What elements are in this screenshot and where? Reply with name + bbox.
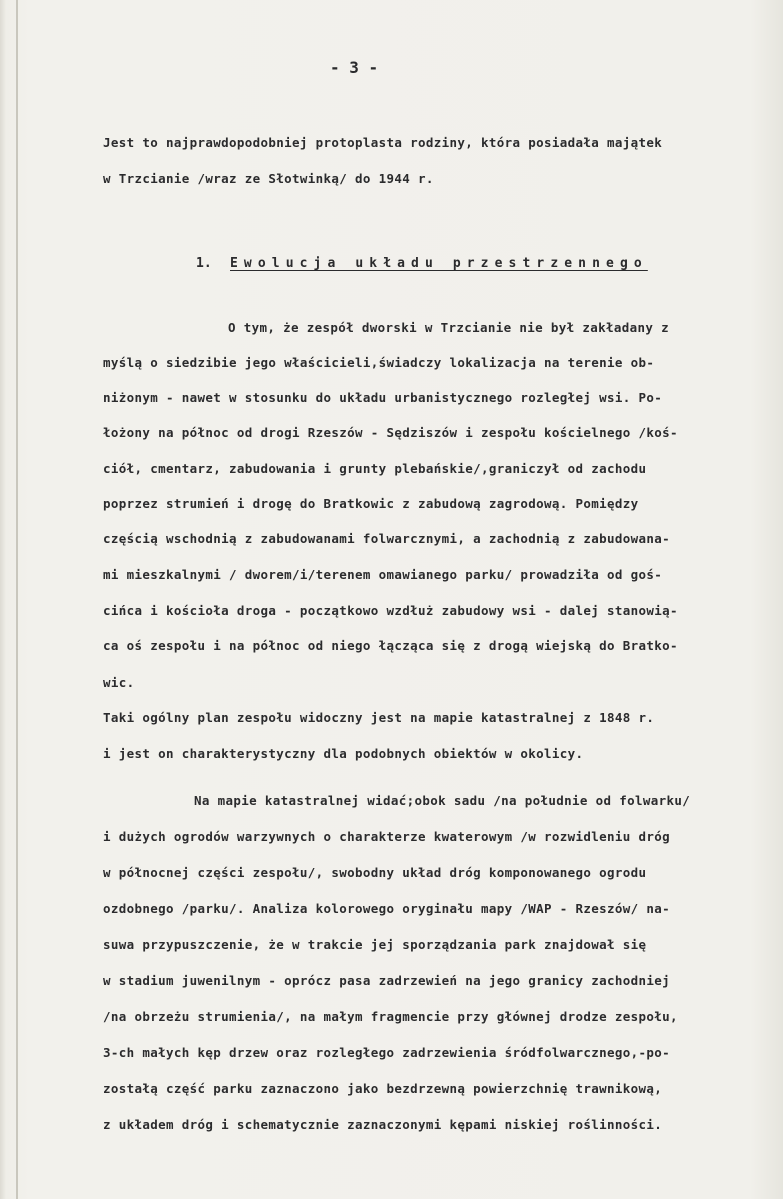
body-line: myślą o siedzibie jego właścicieli,świadczy lokalizacja na terenie ob- xyxy=(103,355,655,370)
body-line: Taki ogólny plan zespołu widoczny jest na mapie katastralnej z 1848 r. xyxy=(103,710,655,725)
body-line: Na mapie katastralnej widać;obok sadu /na południe od folwarku/ xyxy=(194,793,691,808)
body-line: niżonym - nawet w stosunku do układu urbanistycznego rozległej wsi. Po- xyxy=(103,390,663,405)
body-line: /na obrzeżu strumienia/, na małym fragmencie przy głównej drodze zespołu, xyxy=(103,1009,678,1024)
body-line: ca oś zespołu i na północ od niego łącząca się z drogą wiejską do Bratko- xyxy=(103,638,678,653)
body-line: wic. xyxy=(103,675,135,690)
intro-line: Jest to najprawdopodobniej protoplasta rodziny, która posiadała majątek xyxy=(103,135,663,150)
section-number: 1. xyxy=(196,256,212,271)
body-line: ozdobnego /parku/. Analiza kolorowego oryginału mapy /WAP - Rzeszów/ na- xyxy=(103,901,671,916)
body-line: suwa przypuszczenie, że w trakcie jej sporządzania park znajdował się xyxy=(103,937,647,952)
body-line: ciół, cmentarz, zabudowania i grunty plebańskie/,graniczył od zachodu xyxy=(103,461,647,476)
body-line: częścią wschodnią z zabudowanami folwarcznymi, a zachodnią z zabudowana- xyxy=(103,531,671,546)
body-line: w stadium juwenilnym - oprócz pasa zadrzewień na jego granicy zachodniej xyxy=(103,973,671,988)
body-line: i jest on charakterystyczny dla podobnych obiektów w okolicy. xyxy=(103,746,584,761)
page-left-edge xyxy=(16,0,18,1199)
body-line: łożony na północ od drogi Rzeszów - Sędziszów i zespołu kościelnego /koś- xyxy=(103,425,678,440)
body-line: w północnej części zespołu/, swobodny układ dróg komponowanego ogrodu xyxy=(103,865,647,880)
intro-line: w Trzcianie /wraz ze Słotwinką/ do 1944 r. xyxy=(103,171,434,186)
section-title: Ewolucja układu przestrzennego xyxy=(230,256,648,271)
body-line: zostałą część parku zaznaczono jako bezdrzewną powierzchnię trawnikową, xyxy=(103,1081,663,1096)
body-line: i dużych ogrodów warzywnych o charakterze kwaterowym /w rozwidleniu dróg xyxy=(103,829,671,844)
body-line: O tym, że zespół dworski w Trzcianie nie był zakładany z xyxy=(228,320,670,335)
body-line: cińca i kościoła droga - początkowo wzdłuż zabudowy wsi - dalej stanowią- xyxy=(103,603,678,618)
body-line: 3-ch małych kęp drzew oraz rozległego zadrzewienia śródfolwarcznego,-po- xyxy=(103,1045,671,1060)
body-line: z układem dróg i schematycznie zaznaczonymi kępami niskiej roślinności. xyxy=(103,1117,663,1132)
body-line: mi mieszkalnymi / dworem/i/terenem omawianego parku/ prowadziła od goś- xyxy=(103,567,663,582)
page-number: - 3 - xyxy=(330,58,379,77)
body-line: poprzez strumień i drogę do Bratkowic z zabudową zagrodową. Pomiędzy xyxy=(103,496,639,511)
